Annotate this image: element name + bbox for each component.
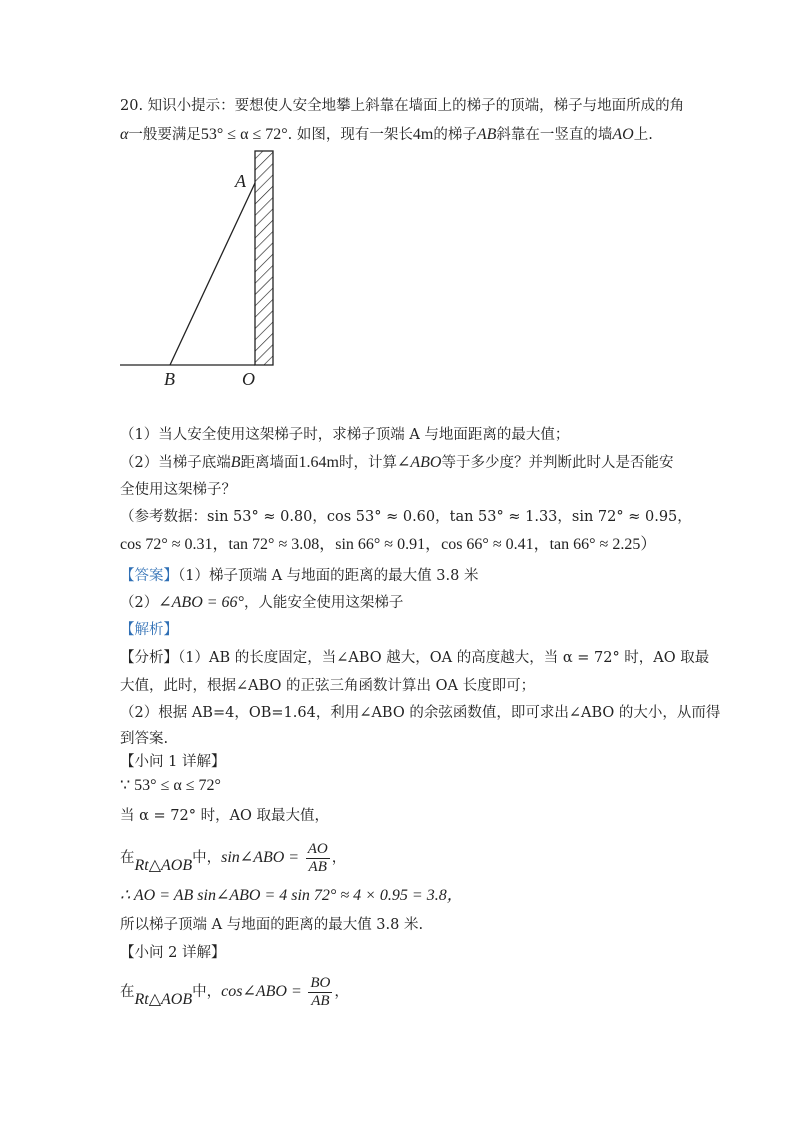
distance-value: 1.64m [298,454,339,471]
problem-line-2 [120,125,653,145]
text-fragment: ， [331,850,347,866]
reference-values: cos 72° ≈ 0.31，tan 72° ≈ 3.08，sin 66° ≈ 0.91，cos 66° ≈ 0.41，tan 66° ≈ 2.25） [120,536,657,553]
fraction-bo-ab [308,975,332,1010]
problem-line-1: 20. 知识小提示：要想使人安全地攀上斜靠在墙面上的梯子的顶端，梯子与地面所成的角 [120,98,685,114]
therefore-line [120,886,463,906]
text-fragment: 时，计算 [338,455,397,471]
question-1: （1）当人安全使用这架梯子时，求梯子顶端 A 与地面距离的最大值； [120,427,570,443]
fraction-denominator: AB [308,858,327,875]
text-fragment: 在 [120,850,135,866]
therefore-math: ∴ AO = AB sin∠ABO = 4 sin 72° ≈ 4 × 0.95 = 3.8， [120,887,463,904]
text-fragment: ，人能安全使用这架梯子 [243,595,404,611]
text-fragment: 等于多少度？并判断此时人是否能安 [441,455,674,471]
sine-line [120,838,346,878]
answer-1-text: （1）梯子顶端 A 与地面的距离的最大值 3.8 米 [178,568,479,584]
analysis-line-3: （2）根据 AB=4，OB=1.64，利用∠ABO 的余弦函数值，即可求出∠ABO 的大小，从而得 [120,705,721,721]
answer-line-2 [120,593,403,613]
answer-label: 【答案】 [120,568,178,584]
label-o: O [242,369,255,389]
angle-range: 53° ≤ α ≤ 72° [200,126,288,143]
text-fragment: 上. [633,127,653,143]
fraction-ao-ab [306,841,330,876]
analysis-label: 【解析】 [120,622,178,638]
text-fragment: 距离墙面 [240,455,299,471]
ladder-figure [110,145,290,395]
fraction-numerator: BO [310,974,331,991]
point-b: B [230,454,241,471]
analysis-line-2: 大值，此时，根据∠ABO 的正弦三角函数计算出 OA 长度即可； [120,678,536,694]
cosine-expression: cos∠ABO = [221,983,302,1000]
answer-angle: ∠ABO = 66° [158,594,244,611]
when-line: 当 α = 72° 时，AO 取最大值， [120,808,330,824]
text-fragment: 斜靠在一竖直的墙 [496,127,613,143]
fraction-denominator: AB [311,992,330,1009]
ladder-length: 4m [412,126,434,143]
reference-data-line-1: （参考数据：sin 53° ≈ 0.80，cos 53° ≈ 0.60，tan 53° ≈ 1.33，sin 72° ≈ 0.95， [120,509,692,525]
label-a: A [235,171,246,191]
text-fragment: ， [334,984,349,1000]
subquestion-2-label: 【小问 2 详解】 [120,945,226,961]
text-fragment: （2） [120,595,159,611]
answer-line-1 [120,566,478,586]
analysis-line-4: 到答案. [120,731,169,747]
because-math: ∵ 53° ≤ α ≤ 72° [120,777,221,794]
triangle-label: Rt△AOB [134,991,193,1008]
reference-data-line-2 [120,535,656,555]
analysis-line-1 [120,648,709,668]
angle-abo: ∠ABO [396,454,442,471]
fraction-numerator: AO [307,840,328,857]
text-fragment: （2）当梯子底端 [120,455,231,471]
text-fragment: 在 [120,984,135,1000]
label-b: B [164,369,175,389]
cosine-line [120,972,349,1012]
triangle-label: Rt△AOB [134,857,193,874]
because-line [120,776,221,796]
text-fragment: 的梯子 [433,127,477,143]
text-fragment: （1）AB 的长度固定，当∠ABO 越大，OA 的高度越大，当 α = 72° 时，AO 取最 [178,650,710,666]
alpha-symbol: α [120,126,129,143]
question-2-line-2: 全使用这架梯子？ [120,482,236,498]
question-2-line-1 [120,453,673,473]
conclusion-line: 所以梯子顶端 A 与地面的距离的最大值 3.8 米. [120,917,424,933]
segment-ab: AB [476,126,497,143]
text-fragment: 一般要满足 [128,127,201,143]
text-fragment: . 如图，现有一架长 [287,127,413,143]
wall-hatched [255,151,273,365]
segment-ao: AO [612,126,634,143]
text-fragment: 中， [192,984,222,1000]
subquestion-1-label: 【小问 1 详解】 [120,754,226,770]
sine-expression: sin∠ABO = [221,849,300,866]
text-fragment: 中， [192,850,222,866]
fenxi-label: 【分析】 [120,650,178,666]
ladder-line [170,183,255,365]
